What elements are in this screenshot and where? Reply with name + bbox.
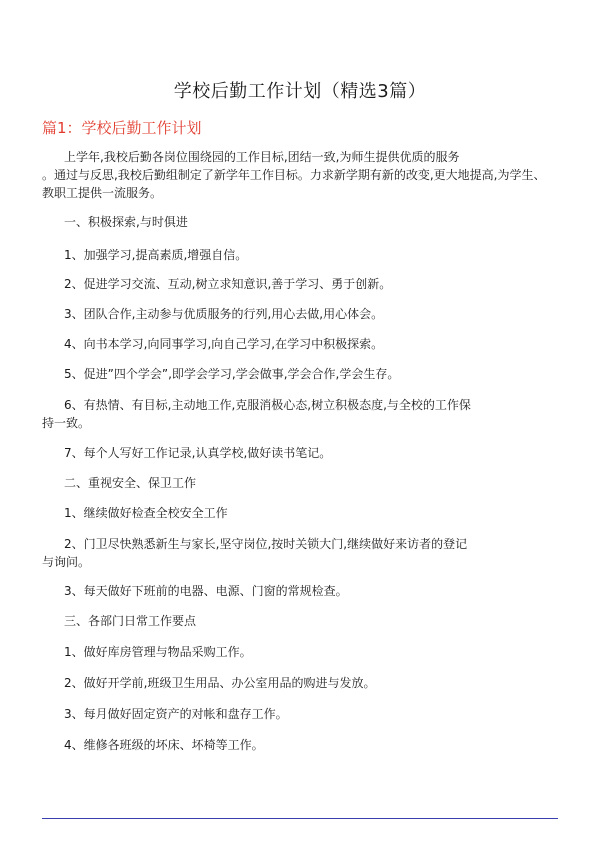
- list-item: [42, 643, 558, 661]
- paragraph-line: 2、做好开学前,班级卫生用品、办公室用品的购进与发放。: [64, 676, 376, 690]
- paragraph-line: 1、继续做好检查全校安全工作: [64, 506, 228, 520]
- paragraph-line: 1、做好库房管理与物品采购工作。: [64, 645, 252, 659]
- paragraph-line: 。通过与反思,我校后勤组制定了新学年工作目标。力求新学期有新的改变,更大地提高,为学生、: [42, 168, 546, 182]
- paragraph-line: 4、维修各班级的坏床、坏椅等工作。: [64, 738, 264, 752]
- paragraph-line: 6、有热情、有目标,主动地工作,克服消极心态,树立积极态度,与全校的工作保: [64, 398, 471, 412]
- list-item: [42, 535, 558, 571]
- paragraph-line: 持一致。: [42, 416, 91, 430]
- list-item: [42, 504, 558, 522]
- list-item: [42, 396, 558, 432]
- paragraph-line: 3、团队合作,主动参与优质服务的行列,用心去做,用心体会。: [64, 307, 384, 321]
- paragraph-line: 2、促进学习交流、互动,树立求知意识,善于学习、勇于创新。: [64, 277, 392, 291]
- section-heading: 篇1：学校后勤工作计划: [42, 119, 202, 137]
- list-item: [42, 444, 558, 462]
- list-item: [42, 305, 558, 323]
- list-item: [42, 705, 558, 723]
- list-item: [42, 365, 558, 383]
- paragraph-line: 三、各部门日常工作要点: [64, 614, 197, 628]
- list-item: [42, 275, 558, 293]
- list-item: [42, 674, 558, 692]
- paragraph-line: 3、每天做好下班前的电器、电源、门窗的常规检查。: [64, 584, 348, 598]
- list-item: [42, 736, 558, 754]
- paragraph-line: 一、积极探索,与时俱进: [64, 215, 188, 229]
- section-one-heading: [42, 213, 558, 231]
- paragraph-line: 上学年,我校后勤各岗位围绕园的工作目标,团结一致,为师生提供优质的服务: [64, 150, 460, 164]
- list-item: [42, 335, 558, 353]
- section-two-heading: [42, 474, 558, 492]
- list-item: [42, 246, 558, 264]
- paragraph-line: 5、促进”四个学会”,即学会学习,学会做事,学会合作,学会生存。: [64, 367, 400, 381]
- footer-divider: [42, 818, 558, 819]
- paragraph-line: 4、向书本学习,向同事学习,向自己学习,在学习中积极探索。: [64, 337, 384, 351]
- list-item: [42, 582, 558, 600]
- paragraph-line: 2、门卫尽快熟悉新生与家长,坚守岗位,按时关锁大门,继续做好来访者的登记: [64, 537, 468, 551]
- paragraph-line: 3、每月做好固定资产的对帐和盘存工作。: [64, 707, 288, 721]
- paragraph-line: 7、每个人写好工作记录,认真学校,做好读书笔记。: [64, 446, 332, 460]
- intro-paragraph: [42, 148, 558, 202]
- paragraph-line: 教职工提供一流服务。: [42, 186, 163, 200]
- paragraph-line: 二、重视安全、保卫工作: [64, 476, 197, 490]
- document-title: 学校后勤工作计划（精选3篇）: [173, 81, 427, 102]
- section-three-heading: [42, 612, 558, 630]
- paragraph-line: 与询问。: [42, 555, 91, 569]
- paragraph-line: 1、加强学习,提高素质,增强自信。: [64, 248, 248, 262]
